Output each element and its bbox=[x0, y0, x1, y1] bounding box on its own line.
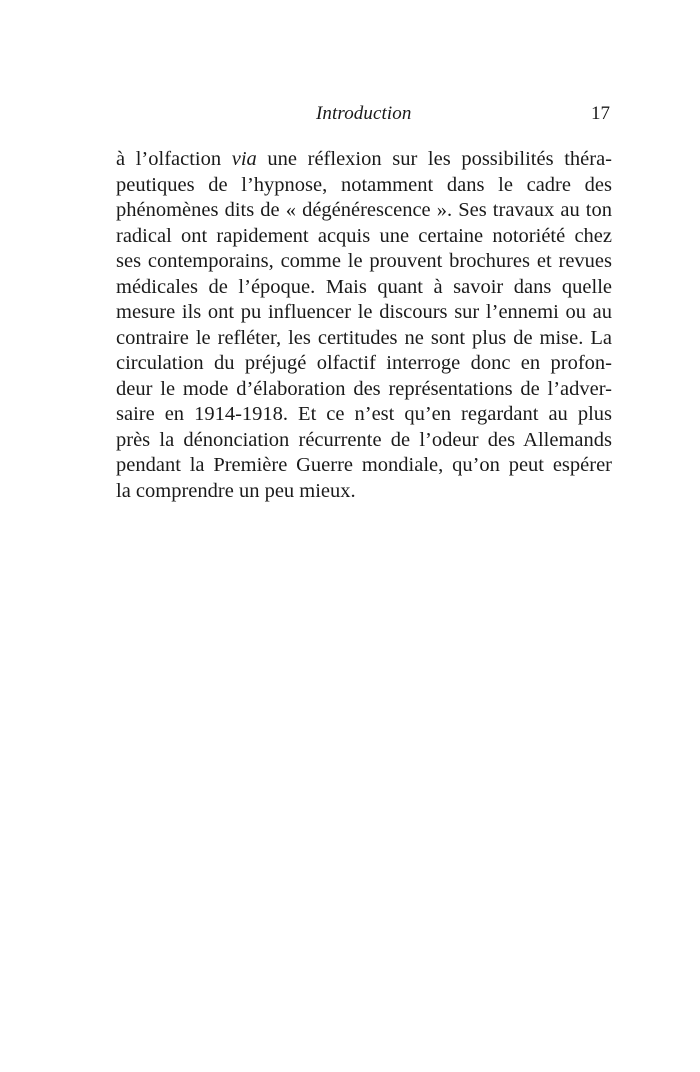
running-head bbox=[0, 102, 700, 126]
text-line: phénomènes dits de « dégénérescence ». Ses travaux au ton bbox=[116, 199, 612, 221]
page-number: 17 bbox=[591, 103, 610, 124]
text-segment: une réflexion sur les possibilités théra- bbox=[256, 148, 612, 170]
text-line: la comprendre un peu mieux. bbox=[116, 479, 356, 502]
text-line: près la dénonciation récurrente de l’odeur des Allemands bbox=[116, 428, 612, 451]
text-line: circulation du préjugé olfactif interroge donc en profon- bbox=[116, 352, 612, 374]
text-line: contraire le refléter, les certitudes ne sont plus de mise. La bbox=[116, 326, 612, 349]
text-line: saire en 1914-1918. Et ce n’est qu’en regardant au plus bbox=[116, 403, 612, 425]
text-line: deur le mode d’élaboration des représentations de l’adver- bbox=[116, 377, 612, 400]
text-line bbox=[116, 147, 612, 173]
body-paragraph bbox=[116, 147, 612, 504]
text-line: radical ont rapidement acquis une certaine notoriété chez bbox=[116, 224, 612, 247]
text-line: mesure ils ont pu influencer le discours sur l’ennemi ou au bbox=[116, 301, 612, 323]
text-line: pendant la Première Guerre mondiale, qu’on peut espérer bbox=[116, 454, 612, 476]
text-line: peutiques de l’hypnose, notamment dans le cadre des bbox=[116, 173, 612, 196]
italic-word: via bbox=[231, 148, 257, 170]
text-segment: à l’olfaction bbox=[116, 148, 232, 170]
text-line: médicales de l’époque. Mais quant à savoir dans quelle bbox=[116, 275, 612, 298]
running-head-title: Introduction bbox=[316, 103, 412, 124]
text-line: ses contemporains, comme le prouvent brochures et revues bbox=[116, 250, 612, 272]
